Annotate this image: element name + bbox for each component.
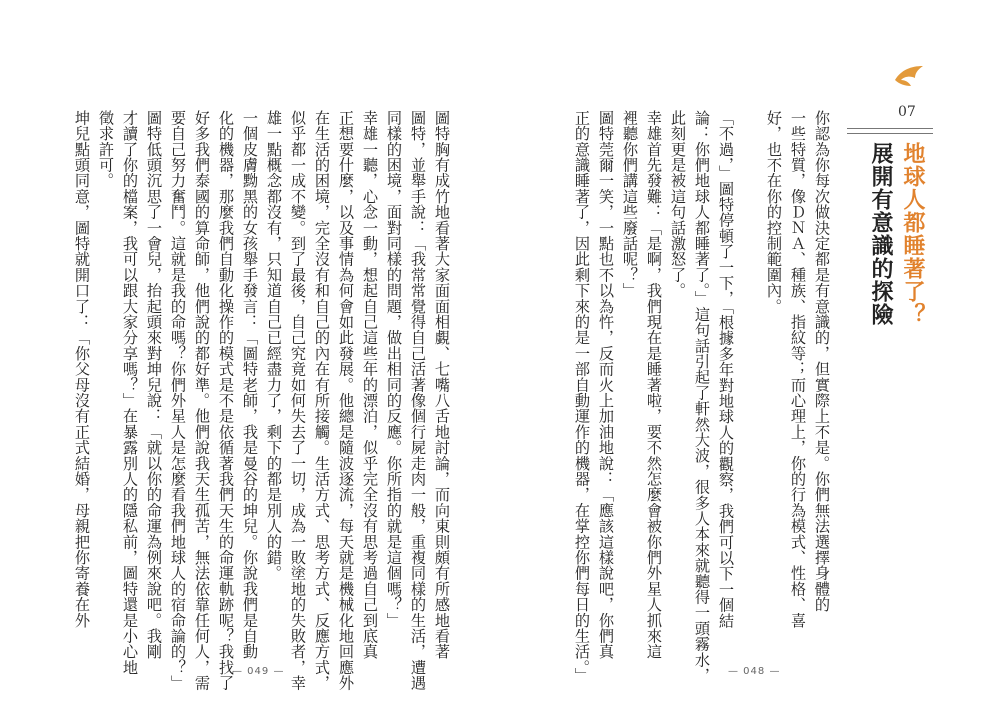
text-column: 圖特低頭沉思了一會兒，抬起頭來對坤兒說：「就以你的命運為例來說吧。我剛 (145, 110, 163, 660)
text-column: 論：你們地球人都睡著了。」這句話引起了軒然大波，很多人本來就聽得一頭霧水， (693, 110, 711, 684)
chapter-title: 地球人都睡著了？ (900, 142, 925, 326)
chapter-number: 07 (898, 104, 916, 120)
text-column: 似乎都一成不變。到了最後，自己究竟如何失去了一切，成為一敗塗地的失敗者，幸 (289, 110, 307, 691)
text-column: 化的機器，那麼我們自動化操作的模式是不是依循著我們天生的命運軌跡呢？我找了 (217, 110, 235, 691)
text-column: 圖特，並舉手說：「我常常覺得自己活著像個行屍走肉一般，重複同樣的生活，遭遇 (409, 110, 427, 691)
text-column: 正想要什麼，以及事情為何會如此發展。他總是隨波逐流，每天就是機械化地回應外 (337, 110, 355, 691)
text-column: 一些特質，像ＤＮＡ、種族、指紋等；而心理上，你的行為模式、性格、喜 (789, 110, 807, 629)
text-column: 雄一點概念都沒有，只知道自己已經盡力了，剩下的都是別人的錯。 (265, 110, 283, 581)
text-column: 幸雄一聽，心念一動，想起自己這些年的漂泊，似乎完全沒有思考過自己到底真 (361, 110, 379, 660)
text-column: 徵求許可。 (97, 110, 115, 189)
text-column: 正的意識睡著了，因此剩下來的是一部自動運作的機器，在掌控你們每日的生活。」 (573, 110, 591, 684)
text-column: 才讀了你的檔案，我可以跟大家分享嗎？」在暴露別人的隱私前，圖特還是小心地 (121, 110, 139, 676)
page-number: — 048 — (728, 666, 781, 677)
text-column: 你認為你每次做決定都是有意識的，但實際上不是。你們無法選擇身體的 (813, 110, 831, 613)
page-number: — 049 — (232, 666, 285, 677)
text-column: 坤兒點頭同意，圖特就開口了：「你父母沒有正式結婚，母親把你寄養在外 (73, 110, 91, 629)
text-column: 好多我們泰國的算命師，他們說的都好準。他們說我天生孤苦，無法依靠任何人，需 (193, 110, 211, 691)
chapter-divider (847, 128, 933, 134)
text-column: 圖特胸有成竹地看著大家面面相覷、七嘴八舌地討論，而向東則頗有所感地看著 (433, 110, 451, 660)
text-column: 幸雄首先發難：「是啊，我們現在是睡著啦，要不然怎麼會被你們外星人抓來這 (645, 110, 663, 660)
chapter-subtitle: 展開有意識的探險 (868, 142, 893, 326)
page-048 (500, 0, 1000, 709)
text-column: 此刻更是被這句話激怒了。 (669, 110, 687, 299)
text-column: 好，也不在你的控制範圍內。 (765, 110, 783, 315)
bird-icon (893, 62, 925, 90)
text-column: 要自己努力奮鬥。這就是我的命嗎？你們外星人是怎麼看我們地球人的宿命論的？」 (169, 110, 187, 691)
text-column: 同樣的困境，面對同樣的問題，做出相同的反應。你所指的就是這個嗎？」 (385, 110, 403, 629)
text-column: 裡聽你們講這些廢話呢？」 (621, 110, 639, 299)
text-column: 圖特莞爾一笑，一點也不以為忤，反而火上加油地說：「應該這樣說吧，你們真 (597, 110, 615, 660)
text-column: 一個皮膚黝黑的女孩舉手發言：「圖特老師，我是曼谷的坤兒。你說我們是自動 (241, 110, 259, 660)
text-column: 「不過，」圖特停頓了一下，「根據多年對地球人的觀察，我們可以下一個結 (717, 110, 735, 629)
text-column: 在生活的困境，完全沒有和自己的內在有所接觸。生活方式、思考方式、反應方式， (313, 110, 331, 691)
